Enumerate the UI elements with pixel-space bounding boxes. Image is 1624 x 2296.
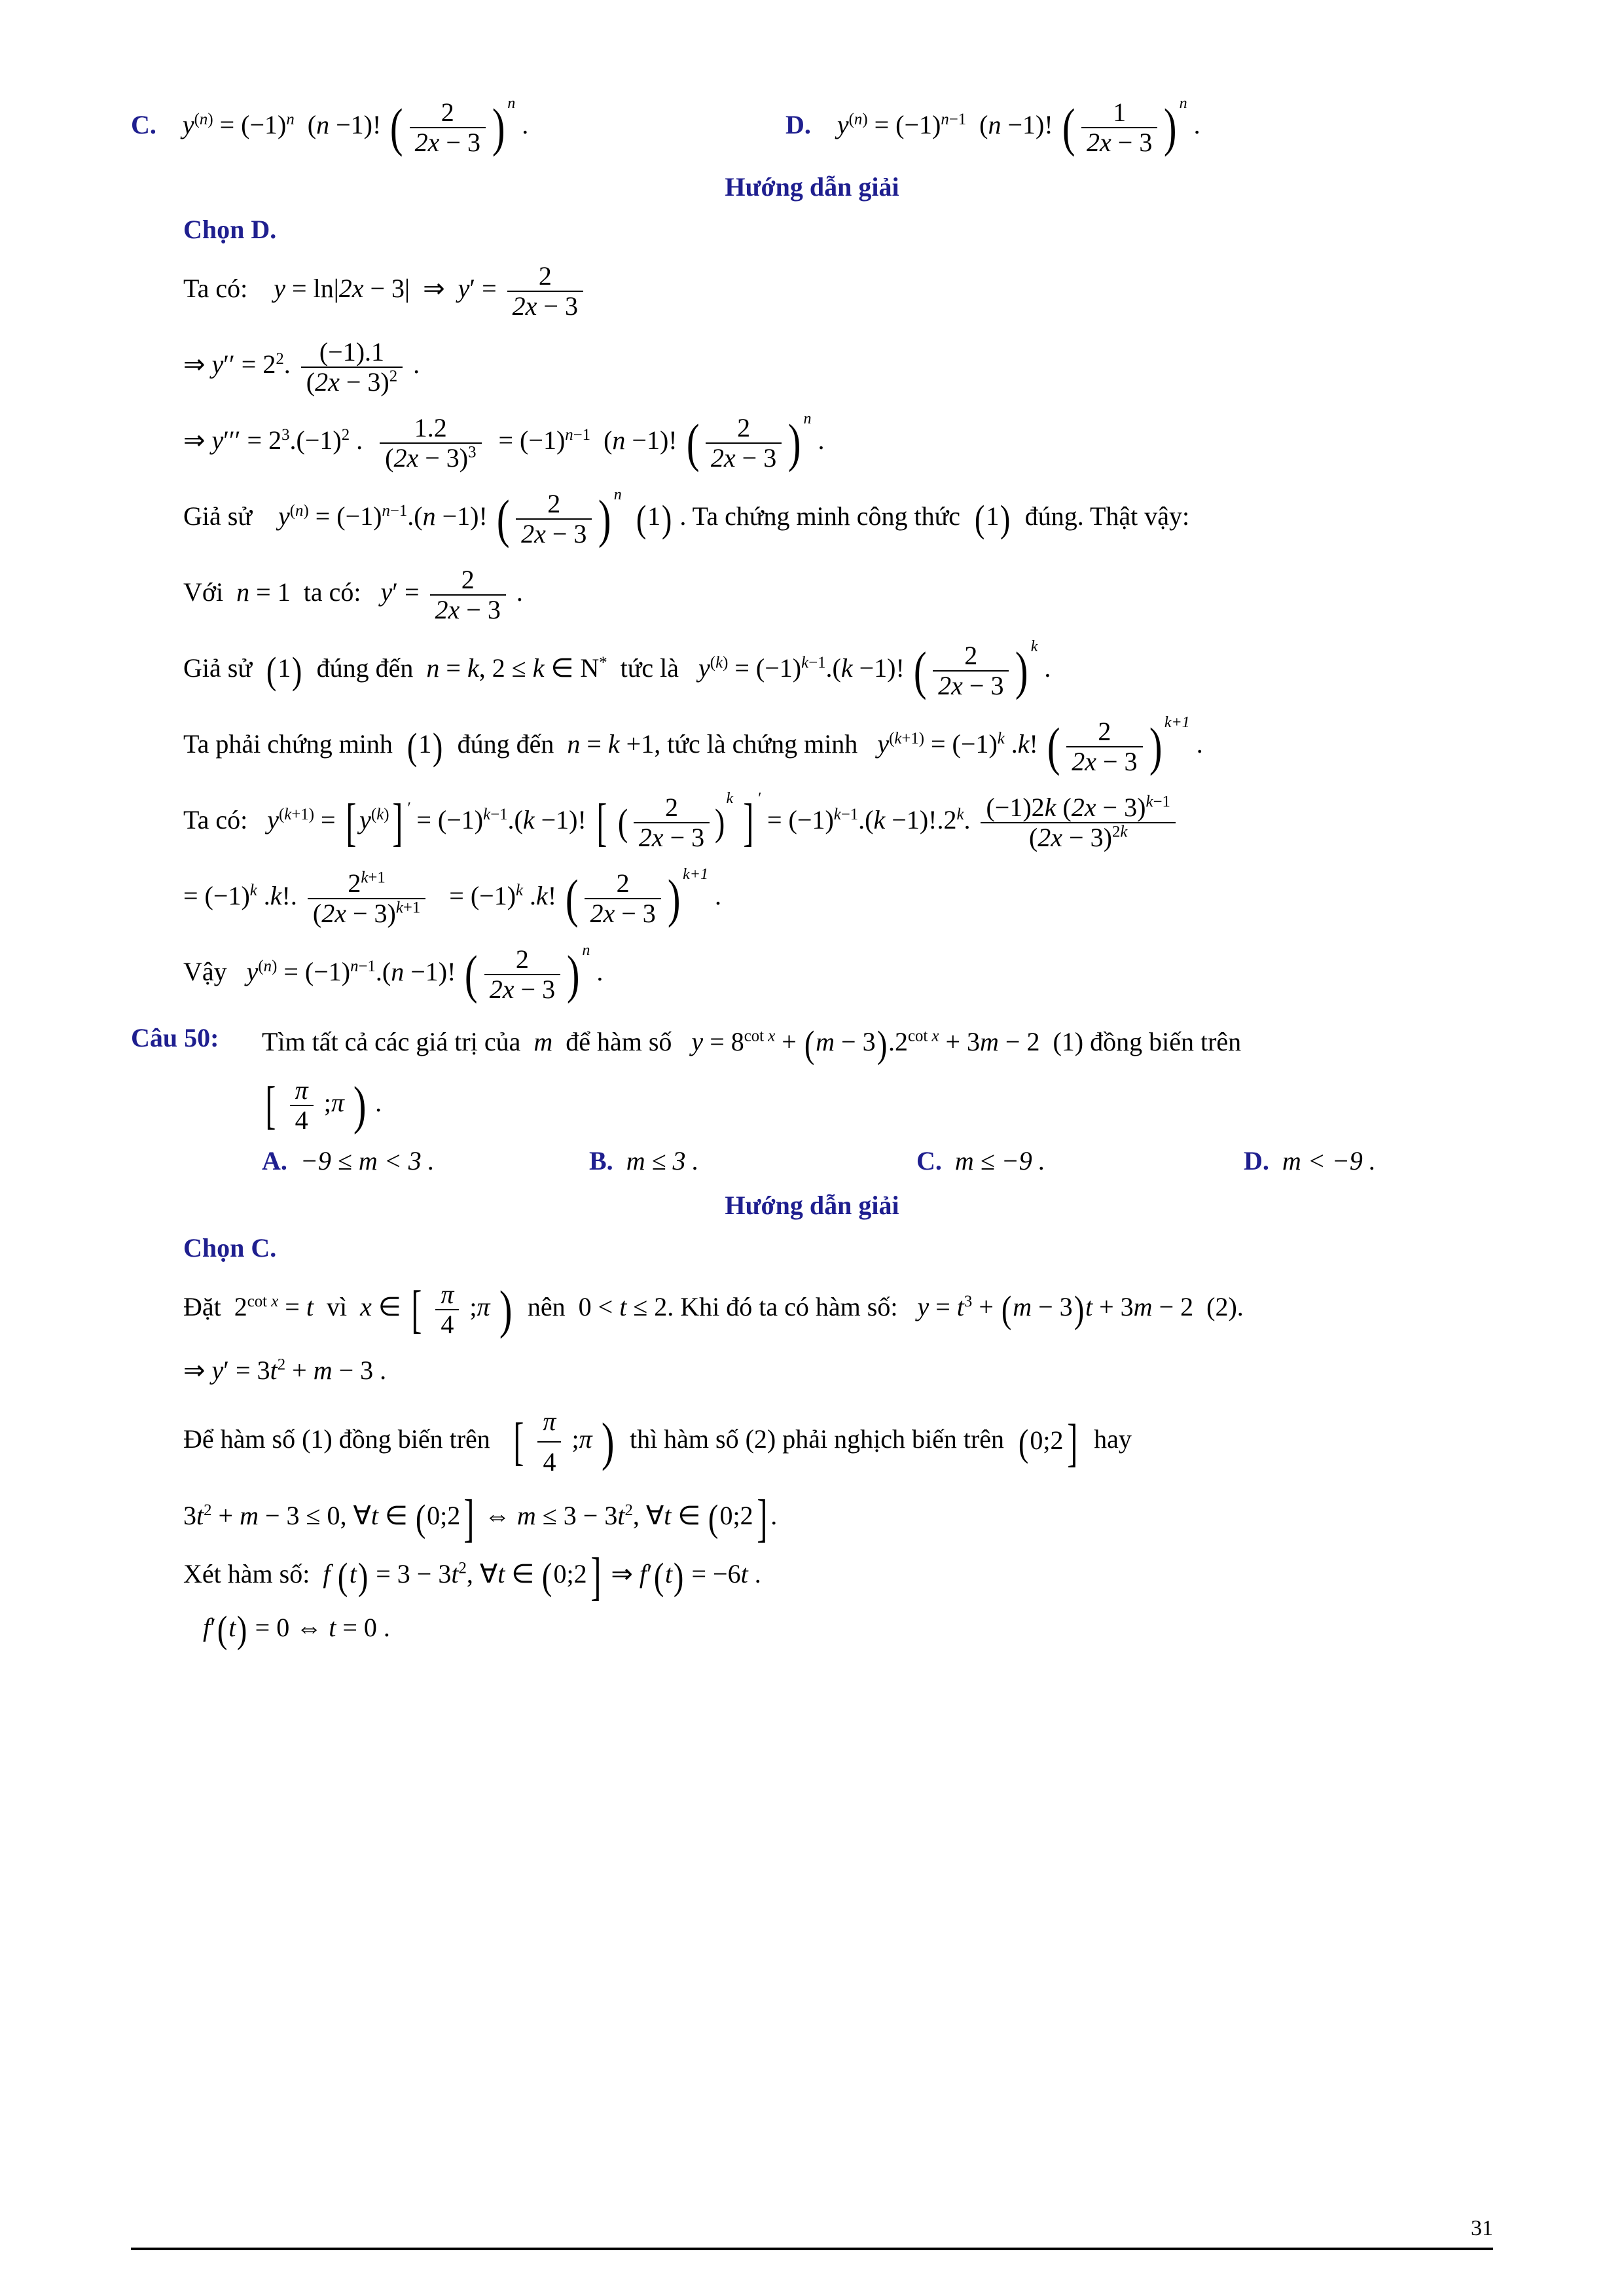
answer-option-b [589, 1147, 916, 1175]
answer-c-label: C. [916, 1146, 942, 1175]
q50-text-2: để hàm số [566, 1027, 672, 1056]
answer-b-label: B. [589, 1146, 613, 1175]
answer-option-c [916, 1147, 1244, 1175]
top-answer-options [131, 95, 1493, 158]
label-dung-that-vay: đúng. Thật vậy: [1024, 501, 1190, 531]
label-khi-do: . Khi đó ta có hàm số: [667, 1292, 898, 1322]
sol50-inequality: $3t^2 + m - 3 \le 0$, ∀t ∈ (0;2] ⇔ $m \le 3 - 3t^2$, ∀t ∈ (0;2] . [183, 1490, 778, 1547]
answer-option-d [1244, 1147, 1571, 1175]
label-ta-co-2: ta có: [303, 577, 361, 607]
page-number: 31 [1471, 2216, 1493, 2240]
question-50-interval: [ $\frac{\pi}{4}$ ;π ) . [265, 1075, 382, 1136]
sol50-monotonic: Để hàm số (1) đồng biến trên [ $\frac{\pi}{4}$ ;π ) thì hàm số (2) phải nghịch biến trên (0;2] hay [183, 1402, 1493, 1482]
guide-heading-2: Hướng dẫn giải [725, 1191, 899, 1220]
answer-d-label: D. [1244, 1146, 1269, 1175]
step-induction-hypothesis: Giả sử $y^{(n)} = (-1)^{n-1}.(n -1)$! ( $\frac{2}{2x - 3}$ ) n (1) . Ta chứng minh công thức (1) đúng. Thật vậy: [183, 486, 1190, 549]
step-compute-k-plus-1: Ta có: $y^{(k+1)}$ = [ $y^{(k)}$] ′ = $(-1)^{k-1}.(k -1)$! [ ( $\frac{2}{2x - 3}$ )k ] ′ = $(-1)^{k-1}.(k -1)!.2^k$. $\frac{(-1)2k (2x - 3)^{k-1}}{(2x - 3)^{2k}}$ [183, 793, 1493, 852]
answer-d-value: m < −9 . [1282, 1146, 1376, 1175]
question-label-50: Câu 50: [131, 1023, 219, 1052]
label-vay: Vậy [183, 957, 227, 987]
option-d-label: D. [785, 110, 811, 140]
answer-c-value: m ≤ −9 . [954, 1146, 1045, 1175]
sol50-derivative: ⇒ $y' = 3t^2 + m - 3$ . [183, 1355, 387, 1385]
label-gia-su: Giả sử [183, 501, 252, 531]
label-tuc-la-cm: , tức là chứng minh [654, 729, 858, 759]
label-de-ham-so: Để hàm số (1) đồng biến trên [183, 1424, 490, 1454]
step-simplify: = $(-1)^k$ .k!. $\frac{2^{k+1}}{(2x - 3)^{k+1}}$ = $(-1)^k$ .k! ( $\frac{2}{2x - 3}$ ) k+1 . [183, 866, 721, 929]
question-50-statement: Tìm tất cả các giá trị của m để hàm số $y = 8^{cot x} + (m - 3).2^{cot x} + 3m - 2$ (1) đồng biến trên [262, 1022, 1242, 1066]
step-prove-k-plus-1: Ta phải chứng minh (1) đúng đến n = k +1, tức là chứng minh $y^{(k+1)} = (-1)^k$ .k! ( $\frac{2}{2x - 3}$ ) k+1 . [183, 714, 1203, 777]
label-eq2: (2). [1206, 1292, 1244, 1322]
option-d: D. $y^{(n)} = (-1)^{n-1}$ (n −1)! ( $\frac{1}{2x - 3}$ ) n . [785, 95, 1200, 158]
step-label-taco: Ta có: [183, 274, 248, 304]
step-base-case: Với n = 1 ta có: y′ = $\frac{2}{2x - 3}$ . [183, 565, 523, 624]
label-ta-co-3: Ta có: [183, 805, 248, 835]
sol50-function-study: Xét hàm số: f $(t) = 3 - 3t^2$, ∀t ∈ (0;2] ⇒ f′(t) = −6t . [183, 1547, 761, 1605]
label-nen: nên [527, 1292, 566, 1322]
label-dung-den: đúng đến [316, 653, 414, 683]
label-gia-su-2: Giả sử [183, 653, 252, 683]
label-vi: vì [326, 1292, 348, 1322]
answer-a-label: A. [262, 1146, 287, 1175]
label-dung-den-2: đúng đến [457, 729, 554, 759]
answer-b-value: m ≤ 3 . [626, 1146, 699, 1175]
label-thi-ham-so: thì hàm số (2) phải nghịch biến trên [629, 1424, 1005, 1454]
sol50-substitution: Đặt $2^{cot x} = t$ vì x ∈ [ $\frac{\pi}{4}$ ;π ) nên 0 < t ≤ 2. Khi đó ta có hàm số: $y = t^3 + (m - 3)t + 3m - 2$ (2). [183, 1280, 1244, 1340]
label-voi: Với [183, 577, 224, 607]
label-hay: hay [1094, 1424, 1132, 1454]
choose-answer-1: Chọn D. [183, 215, 277, 244]
label-ta-phai-cm: Ta phải chứng minh [183, 729, 393, 759]
answer-a-value: −9 ≤ m < 3 . [300, 1146, 435, 1175]
question-block-50 [131, 1022, 1493, 1175]
step-conclusion: Vậy $y^{(n)} = (-1)^{n-1}.(n -1)$! ( $\frac{2}{2x - 3}$ ) n . [183, 942, 604, 1005]
step-derivative-1: Ta có: y = ln|2x − 3| ⇒ y′ = $\frac{2}{2x - 3}$ [183, 262, 1493, 321]
guide-heading-1: Hướng dẫn giải [725, 172, 899, 202]
sol50-critical-point: f′(t) = 0 ⇔ t = 0 . [203, 1608, 390, 1651]
question-50-answers [262, 1147, 1571, 1175]
label-ta-chung-minh: . Ta chứng minh công thức [679, 501, 961, 531]
choose-answer-2: Chọn C. [183, 1233, 277, 1263]
step-derivative-3: ⇒ $y''' = 2^3.(-1)^2$ . $\frac{1.2}{(2x - 3)^3}$ = $(-1)^{n-1}$ (n −1)! ( $\frac{2}{2x - 3}$ ) n . [183, 410, 825, 473]
footer-rule [131, 2248, 1493, 2250]
answer-option-a [262, 1147, 589, 1175]
option-c-label: C. [131, 110, 156, 140]
label-dat: Đặt [183, 1292, 221, 1322]
q50-text-3: (1) đồng biến trên [1053, 1027, 1242, 1056]
option-c: C. $y^{(n)} = (-1)^n$ (n −1)! ( $\frac{2}{2x - 3}$ ) n . [131, 95, 529, 158]
label-xet-ham-so: Xét hàm số: [183, 1559, 310, 1588]
step-derivative-2: ⇒ $y'' = 2^2$. $\frac{(-1).1}{(2x - 3)^2}$ . [183, 337, 420, 397]
label-tuc-la: tức là [620, 653, 679, 683]
q50-text-1: Tìm tất cả các giá trị của [262, 1027, 521, 1056]
step-assume-k: Giả sử (1) đúng đến n = k, 2 ≤ k ∈ N* tức là $y^{(k)} = (-1)^{k-1}.(k -1)$! ( $\frac{2}{2x - 3}$ ) k . [183, 638, 1051, 701]
page-footer [131, 2216, 1493, 2250]
